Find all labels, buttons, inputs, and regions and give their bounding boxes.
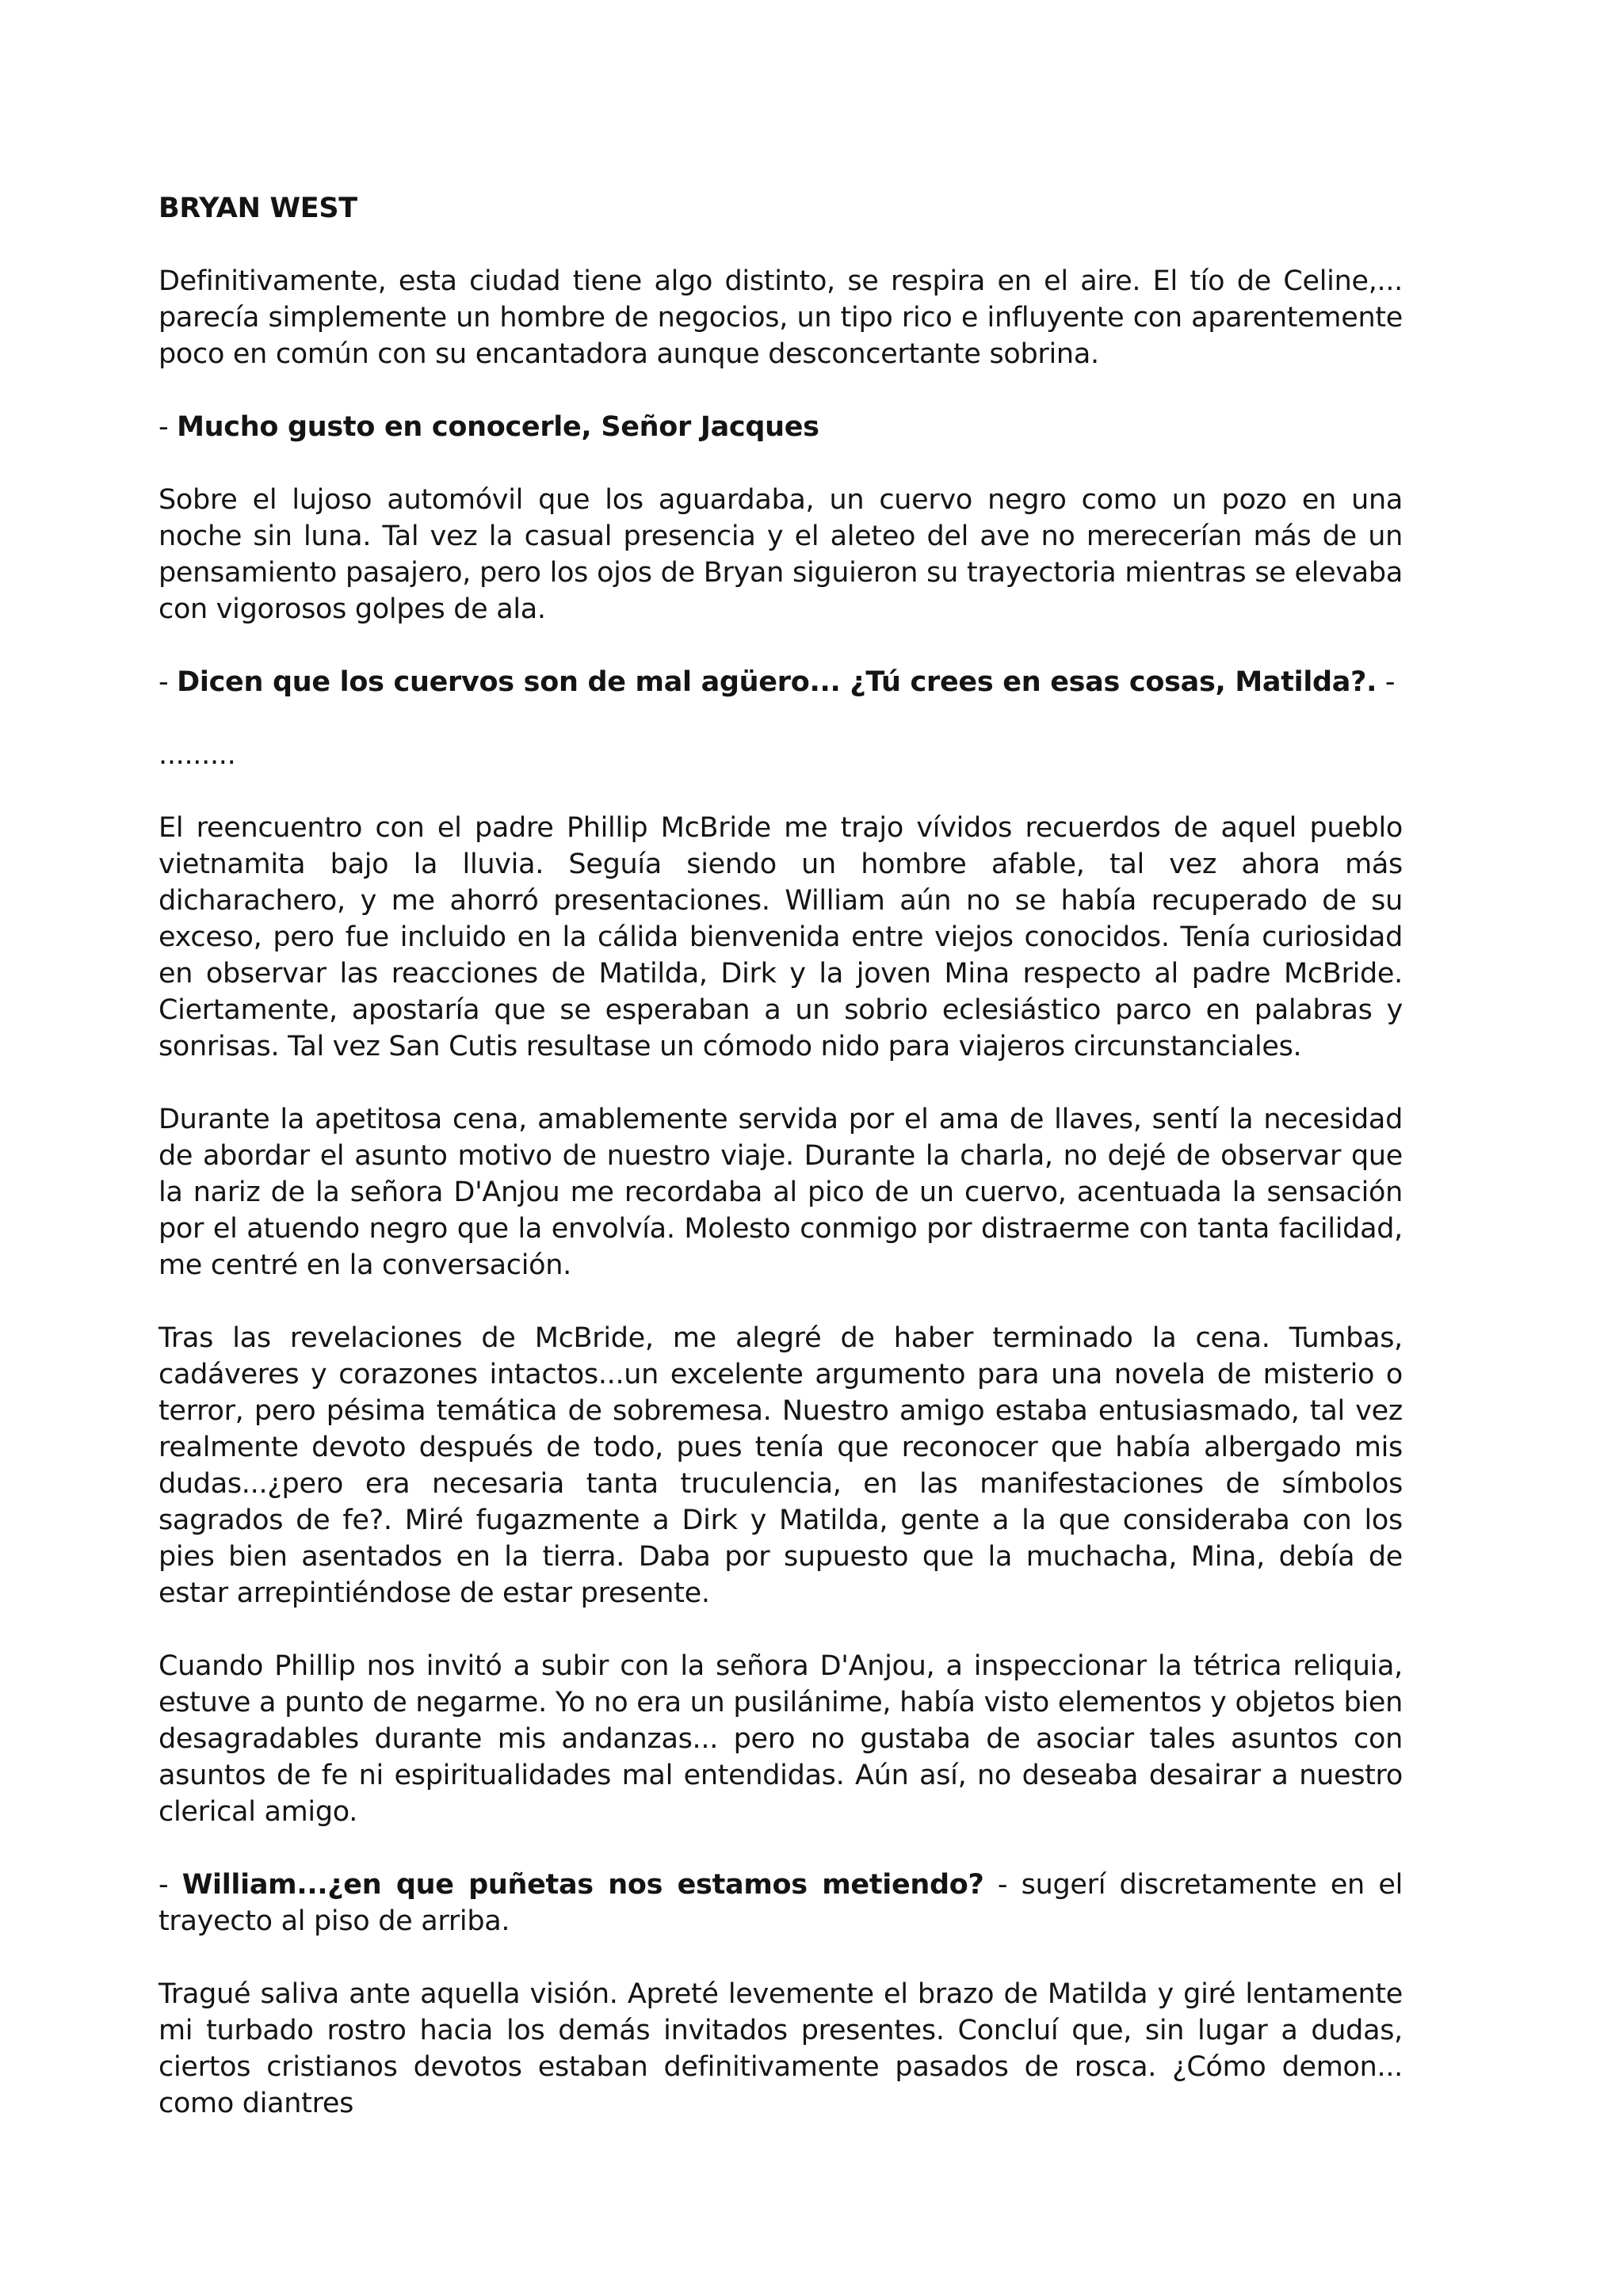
dialog-prefix: - xyxy=(158,411,178,443)
paragraph-4: Durante la apetitosa cena, amablemente servida por el ama de llaves, sentí la necesidad de abordar el asunto motivo de nuestro viaje. Durante la charla, no dejé de observar que la nariz de la señora D'Anjou me recordaba al pico de un cuervo, acentuada la sensación por el atuendo negro que la envolvía. Molesto conmigo por distraerme con tanta facilidad, me centré en la conversación. xyxy=(158,1104,1403,1281)
paragraph-2: Sobre el lujoso automóvil que los aguardaba, un cuervo negro como un pozo en una noche sin luna. Tal vez la casual presencia y el aleteo del ave no merecerían más de un pensamiento pasajero, pero los ojos de Bryan siguieron su trayectoria mientras se elevaba con vigorosos golpes de ala. xyxy=(158,484,1403,625)
document-page xyxy=(158,190,1403,2158)
dialog-line-2 xyxy=(158,664,1403,700)
dialog-line-3 xyxy=(158,1867,1403,1939)
dialog-suffix: - xyxy=(1377,666,1396,698)
document-title: BRYAN WEST xyxy=(158,193,357,224)
dialog-speech: Dicen que los cuervos son de mal agüero... ¿Tú crees en esas cosas, Matilda?. xyxy=(177,666,1377,698)
paragraph-6: Cuando Phillip nos invitó a subir con la señora D'Anjou, a inspeccionar la tétrica reliquia, estuve a punto de negarme. Yo no era un pusilánime, había visto elementos y objetos bien desagradables durante mis andanzas... pero no gustaba de asociar tales asuntos con asuntos de fe ni espiritualidades mal entendidas. Aún así, no deseaba desairar a nuestro clerical amigo. xyxy=(158,1650,1403,1828)
dialog-speech: Mucho gusto en conocerle, Señor Jacques xyxy=(177,411,819,443)
section-separator: ......... xyxy=(158,739,236,771)
dialog-line-1 xyxy=(158,409,1403,445)
dialog-prefix: - xyxy=(158,666,178,698)
paragraph-3: El reencuentro con el padre Phillip McBride me trajo vívidos recuerdos de aquel pueblo vietnamita bajo la lluvia. Seguía siendo un hombre afable, tal vez ahora más dicharachero, y me ahorró presentaciones. William aún no se había recuperado de su exceso, pero fue incluido en la cálida bienvenida entre viejos conocidos. Tenía curiosidad en observar las reacciones de Matilda, Dirk y la joven Mina respecto al padre McBride. Ciertamente, apostaría que se esperaban a un sobrio eclesiástico parco en palabras y sonrisas. Tal vez San Cutis resultase un cómodo nido para viajeros circunstanciales. xyxy=(158,812,1403,1062)
dialog-speech: William...¿en que puñetas nos estamos metiendo? xyxy=(181,1869,984,1901)
paragraph-1: Definitivamente, esta ciudad tiene algo distinto, se respira en el aire. El tío de Celine,... parecía simplemente un hombre de negocios, un tipo rico e influyente con aparentemente poco en común con su encantadora aunque desconcertante sobrina. xyxy=(158,265,1403,370)
dialog-suffix: - sugerí discretamente en el trayecto al piso de arriba. xyxy=(158,1869,1403,1937)
paragraph-5: Tras las revelaciones de McBride, me alegré de haber terminado la cena. Tumbas, cadáveres y corazones intactos...un excelente argumento para una novela de misterio o terror, pero pésima temática de sobremesa. Nuestro amigo estaba entusiasmado, tal vez realmente devoto después de todo, pues tenía que reconocer que había albergado mis dudas...¿pero era necesaria tanta truculencia, en las manifestaciones de símbolos sagrados de fe?. Miré fugazmente a Dirk y Matilda, gente a la que consideraba con los pies bien asentados en la tierra. Daba por supuesto que la muchacha, Mina, debía de estar arrepintiéndose de estar presente. xyxy=(158,1322,1403,1609)
paragraph-7: Tragué saliva ante aquella visión. Apreté levemente el brazo de Matilda y giré lentamente mi turbado rostro hacia los demás invitados presentes. Concluí que, sin lugar a dudas, ciertos cristianos devotos estaban definitivamente pasados de rosca. ¿Cómo demon... como diantres xyxy=(158,1978,1403,2119)
dialog-prefix: - xyxy=(158,1869,182,1901)
